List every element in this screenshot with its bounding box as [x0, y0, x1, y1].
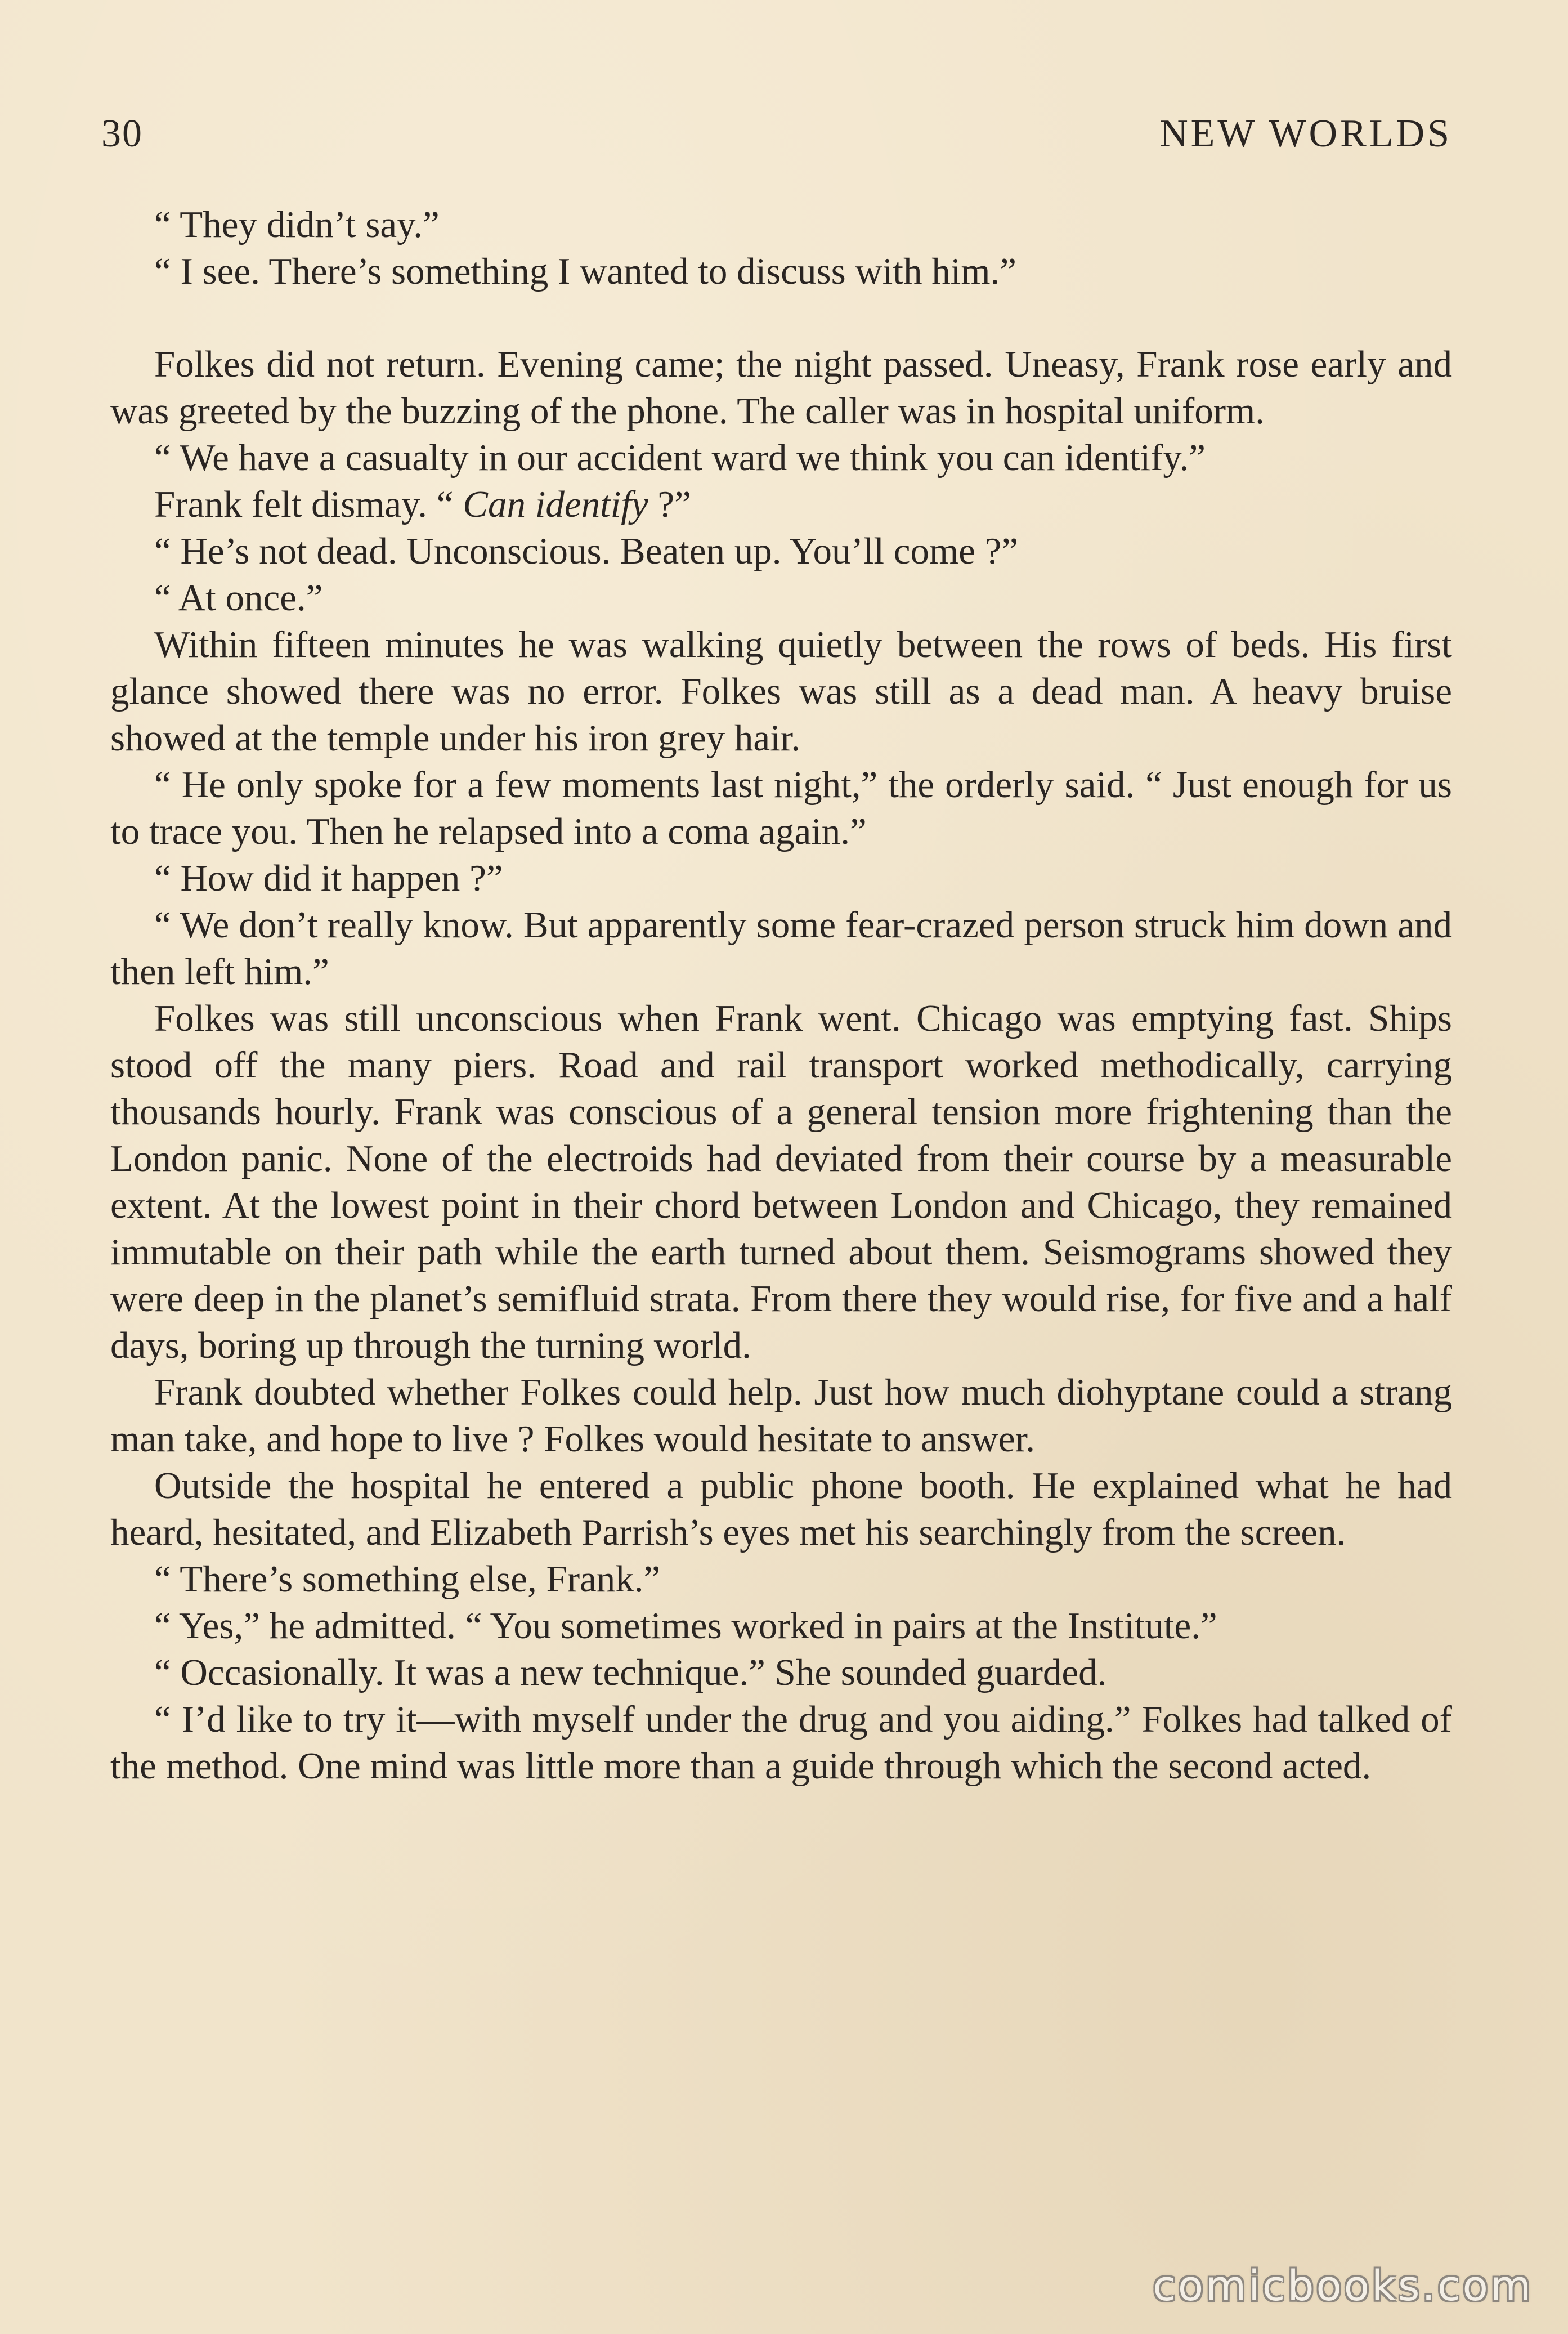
- paragraph: “ We don’t really know. But apparently some fear-crazed person struck him down and then left him.”: [110, 904, 1452, 992]
- paragraph-text: ?”: [648, 484, 691, 525]
- paragraph: “ At once.”: [154, 577, 323, 619]
- paragraph-text: Frank felt dismay. “: [154, 484, 463, 525]
- paragraph: “ Yes,” he admitted. “ You sometimes worked in pairs at the Institute.”: [154, 1605, 1217, 1647]
- paragraph: Frank doubted whether Folkes could help. Just how much diohyptane could a strang man take, and hope to live ? Folkes would hesitate to answer.: [110, 1371, 1452, 1460]
- page-header: [101, 111, 1452, 162]
- paragraph: [110, 481, 1452, 528]
- paragraph: “ I’d like to try it—with myself under the drug and you aiding.” Folkes had talked of the method. One mind was little more than a guide through which the second acted.: [110, 1698, 1452, 1787]
- paragraph: Outside the hospital he entered a public phone booth. He explained what he had heard, hesitated, and Elizabeth Parrish’s eyes met his searchingly from the screen.: [110, 1465, 1452, 1553]
- paragraph: “ How did it happen ?”: [154, 857, 503, 899]
- running-head: NEW WORLDS: [1159, 112, 1452, 155]
- paragraph: Within fifteen minutes he was walking quietly between the rows of beds. His first glance showed there was no error. Folkes was still as a dead man. A heavy bruise showed at the temple under his iron grey hair.: [110, 624, 1452, 759]
- paragraph: “ We have a casualty in our accident ward we think you can identify.”: [154, 437, 1206, 479]
- page-number: 30: [101, 112, 143, 155]
- paragraph: Folkes was still unconscious when Frank went. Chicago was emptying fast. Ships stood off the many piers. Road and rail transport worked methodically, carrying thousands hourly. Frank was conscious of a general tension more frightening than the London panic. None of the electroids had deviated from their course by a measurable extent. At the lowest point in their chord between London and Chicago, they remained immutable on their path while the earth turned about them. Seismograms showed they were deep in the planet’s semifluid strata. From there they would rise, for five and a half days, boring up through the turning world.: [110, 998, 1452, 1366]
- paragraph: Folkes did not return. Evening came; the night passed. Uneasy, Frank rose early and was greeted by the buzzing of the phone. The caller was in hospital uniform.: [110, 343, 1452, 432]
- paragraph: “ He only spoke for a few moments last night,” the orderly said. “ Just enough for us to trace you. Then he relapsed into a coma again.”: [110, 764, 1452, 852]
- paragraph: “ Occasionally. It was a new technique.” She sounded guarded.: [154, 1652, 1107, 1693]
- paragraph: “ I see. There’s something I wanted to discuss with him.”: [154, 251, 1017, 292]
- italic-text: Can identify: [463, 484, 648, 525]
- body-text: [110, 202, 1452, 1790]
- watermark: comicbooks.com: [1153, 2262, 1533, 2310]
- paragraph: “ They didn’t say.”: [154, 204, 440, 245]
- paragraph: “ He’s not dead. Unconscious. Beaten up. You’ll come ?”: [154, 530, 1019, 572]
- paragraph: “ There’s something else, Frank.”: [154, 1558, 661, 1600]
